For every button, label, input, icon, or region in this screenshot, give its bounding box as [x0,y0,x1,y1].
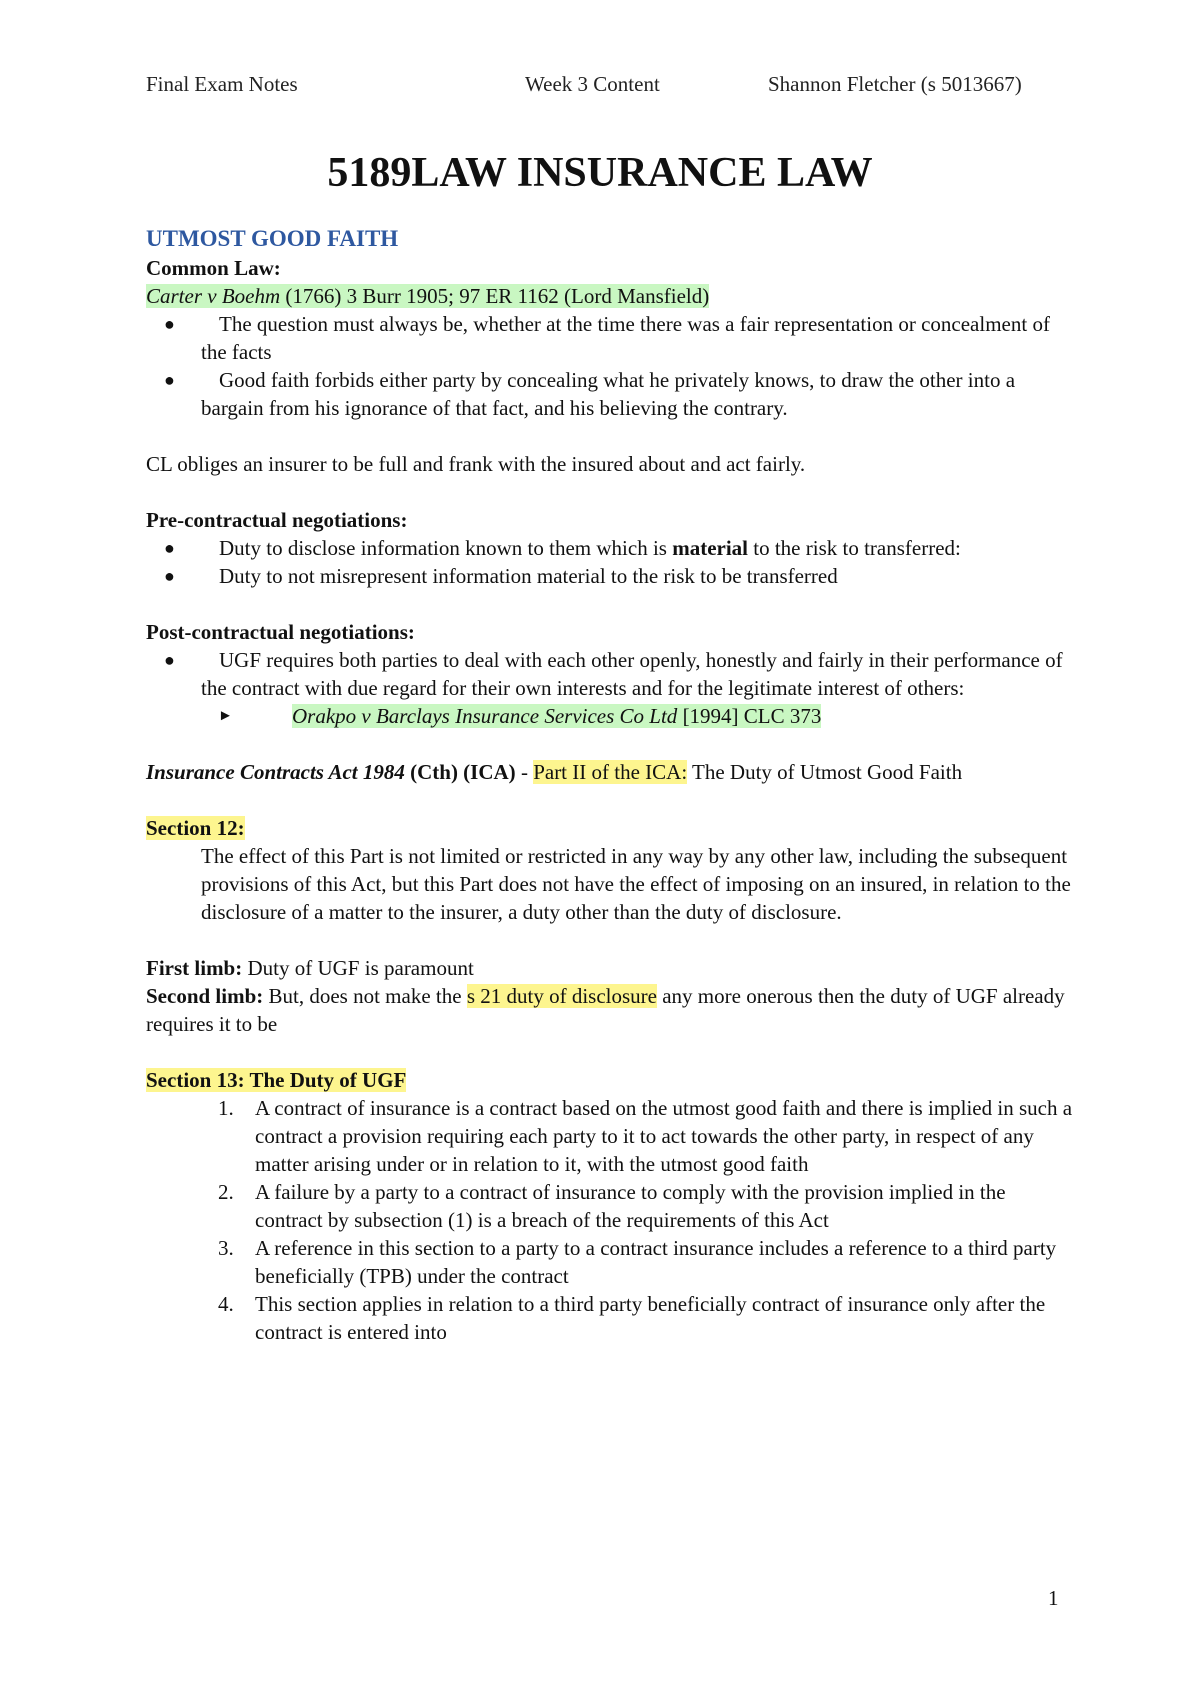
document-title: 5189LAW INSURANCE LAW [327,150,873,196]
pre-contractual-heading: Pre-contractual negotiations: [146,508,408,532]
bullet-icon: ● [164,314,175,334]
common-law-bullets [146,310,1076,422]
header-center: Week 3 Content [525,72,660,96]
carter-v-boehm-citation [146,282,1076,310]
post-contractual-heading: Post-contractual negotiations: [146,620,415,644]
document-body [146,224,1076,1346]
common-law-heading: Common Law: [146,256,281,280]
list-item: 3. A reference in this section to a party to a contract insurance includes a reference to a third party beneficially (TPB) under the contract [218,1236,1057,1288]
common-law-note: CL obliges an insurer to be full and frank with the insured about and act fairly. [146,452,806,476]
bullet-icon: ● [164,370,175,390]
second-limb: Second limb: But, does not make the s 21 duty of disclosure any more onerous then the duty of UGF already requires it to be [146,984,1065,1036]
header-right: Shannon Fletcher (s 5013667) [768,72,1022,96]
section-12-heading: Section 12: [146,816,245,840]
bullet-icon: ● [164,566,175,586]
first-limb: First limb: Duty of UGF is paramount [146,956,474,980]
page-number: 1 [1048,1586,1059,1610]
list-item: 4. This section applies in relation to a third party beneficially contract of insurance only after the contract is entered into [218,1292,1046,1344]
list-item: ● Duty to disclose information known to them which is material to the risk to transferred: [164,536,961,560]
sub-list-item: ► Orakpo v Barclays Insurance Services Co Ltd [1994] CLC 373 [218,704,822,728]
post-contractual-bullets [146,646,1076,730]
list-item: ● Duty to not misrepresent information material to the risk to be transferred [164,564,838,588]
bullet-icon: ● [164,538,175,558]
section-heading-utmost-good-faith: UTMOST GOOD FAITH [146,226,399,251]
section-13-heading: Section 13: The Duty of UGF [146,1068,407,1092]
list-item: ● UGF requires both parties to deal with each other openly, honestly and fairly in their performance of the contract with due regard for their own interests and for the legitimate interest of others: [164,648,1063,700]
list-item: 1. A contract of insurance is a contract based on the utmost good faith and there is implied in such a contract a provision requiring each party to it to act towards the other party, in respect of any matter arising under or in relation to it, with the utmost good faith [218,1096,1073,1176]
list-item: ● Good faith forbids either party by concealing what he privately knows, to draw the other into a bargain from his ignorance of that fact, and his believing the contrary. [164,368,1016,420]
section-13-list [146,1094,1076,1346]
pre-contractual-bullets [146,534,1076,590]
header-left: Final Exam Notes [146,72,298,96]
case-name: Carter v Boehm [146,284,281,308]
bullet-icon: ● [164,650,175,670]
list-item: ● The question must always be, whether at the time there was a fair representation or concealment of the facts [164,312,1050,364]
section-12-text: The effect of this Part is not limited or restricted in any way by any other law, including the subsequent provisions of this Act, but this Part does not have the effect of imposing on an insured, in relation to the disclosure of a matter to the insurer, a duty other than the duty of disclosure. [201,844,1071,924]
ica-heading: Insurance Contracts Act 1984 (Cth) (ICA) - Part II of the ICA: The Duty of Utmost Good Faith [146,760,963,784]
arrow-bullet-icon: ► [218,708,233,724]
case-name: Orakpo v Barclays Insurance Services Co Ltd [292,704,678,728]
case-cite: (1766) 3 Burr 1905; 97 ER 1162 (Lord Mansfield) [280,284,710,308]
list-item: 2. A failure by a party to a contract of insurance to comply with the provision implied in the contract by subsection (1) is a breach of the requirements of this Act [218,1180,1006,1232]
